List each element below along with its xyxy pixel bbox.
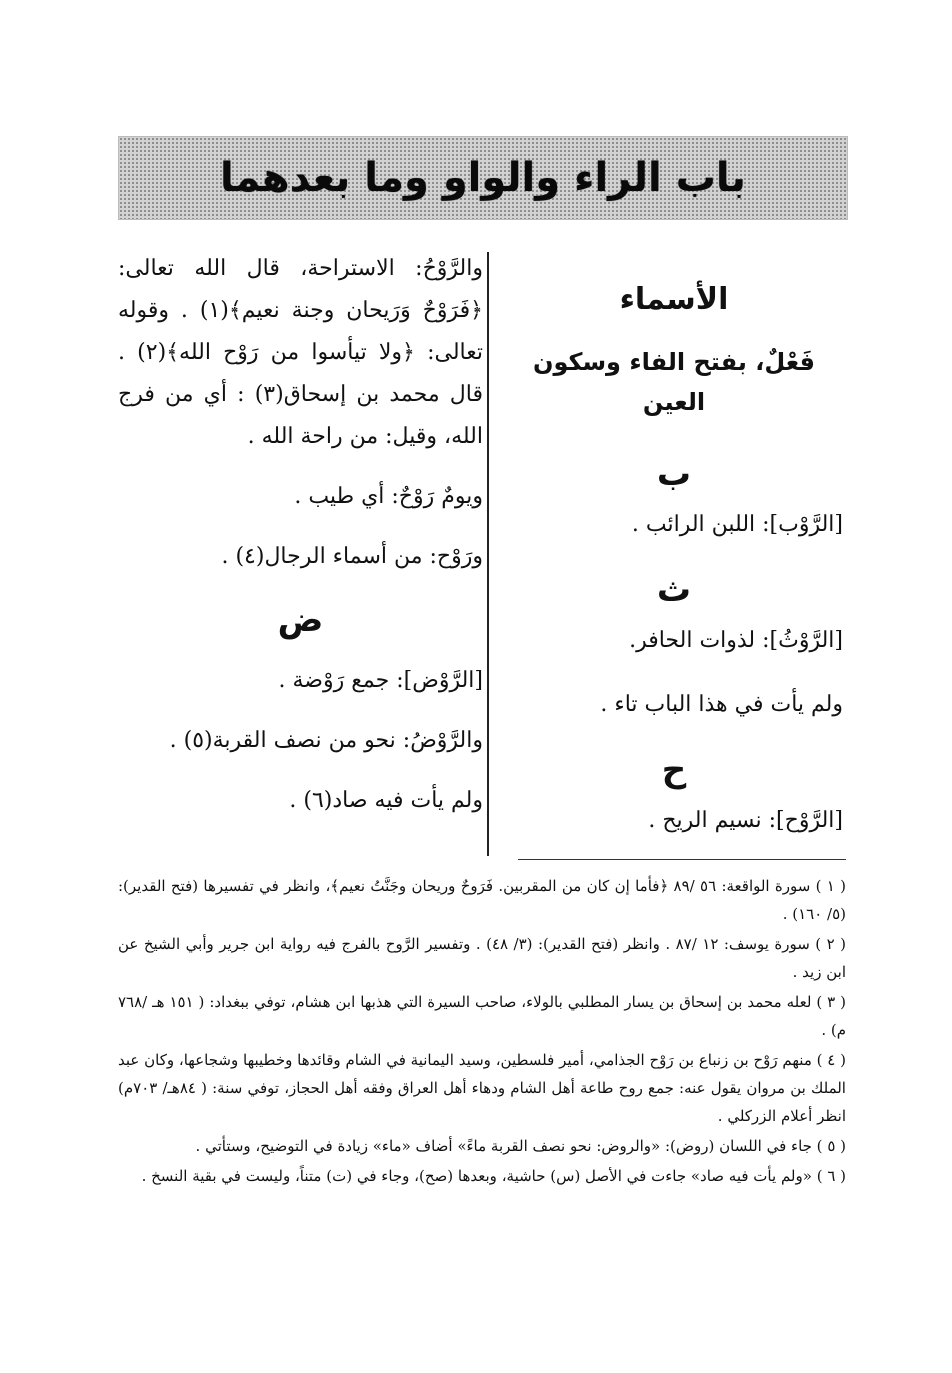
footnote-5: ( ٥ ) جاء في اللسان (روض): «والروض: نحو نصف القربة ماءً» أضاف «ماء» زيادة في التوضيح، وستأتي . — [195, 1137, 846, 1155]
section-subheading: فَعْلٌ، بفتح الفاء وسكون العين — [532, 348, 816, 416]
footnote-1: ( ١ ) سورة الواقعة: ٥٦ /٨٩ ﴿فأما إن كان من المقربين. فَرَوحٌ وريحان وجَنَّتُ نعيم﴾، وانظر في تفسيرها (فتح القدير): (٥/ ١٦٠) . — [118, 877, 846, 923]
right-column — [505, 248, 843, 864]
entry-rawh: [الرَّوْح]: نسيم الريح . — [648, 808, 843, 833]
left-column — [118, 248, 483, 822]
column-divider — [487, 252, 489, 856]
letter-heading-tha: ث — [656, 570, 692, 610]
entry-rawth: [الرَّوْثُ]: لذوات الحافر. — [629, 628, 843, 653]
entry-no-sad: ولم يأت فيه صاد(٦) . — [289, 788, 483, 813]
letter-heading-dad: ض — [277, 600, 324, 640]
footnote-rule — [518, 859, 846, 860]
footnote-2: ( ٢ ) سورة يوسف: ١٢ /٨٧ . وانظر (فتح القدير): (٣/ ٤٨) . وتفسير الرَّوح بالفرج فيه رواية ابن جرير وأبي الشيخ عن ابن زيد . — [118, 935, 847, 981]
footnote-3: ( ٣ ) لعله محمد بن إسحاق بن يسار المطلبي بالولاء، صاحب السيرة التي هذبها ابن هشام، توفي ببغداد: ( ١٥١ هـ /٧٦٨ م) . — [118, 993, 847, 1039]
paragraph-yawm-rawh: ويومٌ رَوْحٌ: أي طيب . — [294, 484, 483, 509]
entry-rawb: [الرَّوْب]: اللبن الرائب . — [631, 512, 843, 537]
section-heading: الأسماء — [619, 282, 729, 317]
entry-rawd: [الرَّوْض]: جمع رَوْضة . — [278, 668, 483, 693]
footnote-6: ( ٦ ) «ولم يأت فيه صاد» جاءت في الأصل (س) حاشية، وبعدها (صح)، وجاء في (ت) متناً، وليست في بقية النسخ . — [141, 1167, 846, 1185]
footnotes — [118, 872, 846, 1192]
paragraph-rawh-name: ورَوْح: من أسماء الرجال(٤) . — [221, 544, 483, 569]
chapter-title: باب الراء والواو وما بعدهما — [220, 155, 746, 201]
paragraph-rawh-definition: والرَّوْحُ: الاستراحة، قال الله تعالى: ﴿فَرَوْحٌ وَرَيحان وجنة نعيم﴾(١) . وقوله تعالى: ﴿ولا تيأسوا من رَوْح الله﴾(٢) . قال محمد بن إسحاق(٣) : أي من فرج الله، وقيل: من راحة الله . — [118, 256, 483, 449]
chapter-banner — [118, 136, 848, 220]
letter-heading-ha: ح — [661, 750, 687, 790]
letter-heading-ba: ب — [656, 454, 692, 494]
entry-rawd-measure: والرَّوْضُ: نحو من نصف القربة(٥) . — [169, 728, 483, 753]
footnote-4: ( ٤ ) منهم رَوْح بن زنباع بن رَوْح الجذامي، أمير فلسطين، وسيد اليمانية في الشام وقائدها وخطيبها وشجاعها، وكان عبد الملك بن مروان يقول عنه: جمع روح طاعة أهل الشام ودهاء أهل العراق وفقه أهل الحجاز، توفي سنة: ( ٨٤هـ/ ٧٠٣م) انظر أعلام الزركلي . — [118, 1051, 846, 1125]
entry-no-ta: ولم يأت في هذا الباب تاء . — [600, 692, 843, 717]
